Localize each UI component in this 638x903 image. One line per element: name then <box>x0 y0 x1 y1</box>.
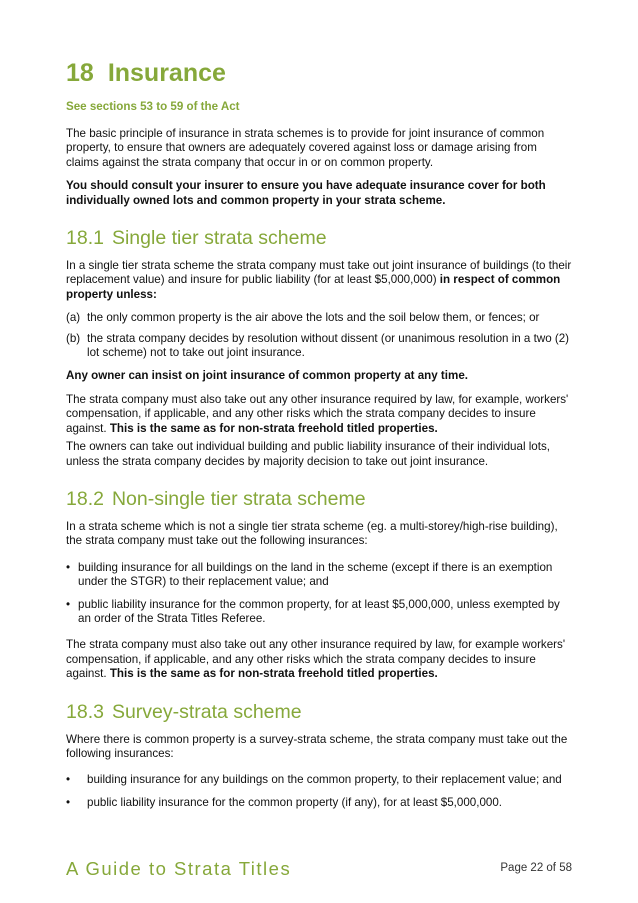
list-item-text: the strata company decides by resolution without dissent (or unanimous resolution in a two (2) lot scheme) not to take out joint insurance. <box>87 331 570 360</box>
condition-list <box>66 311 572 360</box>
list-marker: (a) <box>66 311 81 325</box>
paragraph <box>66 259 572 302</box>
subsection-heading-18-2 <box>66 487 572 511</box>
paragraph-emphasis: This is the same as for non-strata freehold titled properties. <box>109 421 438 435</box>
list-item-text: the only common property is the air above the lots and the soil below them, or fences; or <box>87 311 540 325</box>
page-footer <box>66 858 572 880</box>
paragraph-emphasis: in respect of common property unless: <box>66 273 561 301</box>
paragraph <box>66 638 572 681</box>
paragraph-text: The strata company must also take out any other insurance required by law, for example workers' compensation, if applicable, and any other risks which the strata company decides to insure against. <box>66 638 566 681</box>
list-item <box>66 598 572 627</box>
list-item-text: building insurance for all buildings on the land in the scheme (except if there is an exemption under the STGR) to their replacement value; and <box>78 560 553 589</box>
subsection-number: 18.3 <box>66 700 104 723</box>
subsection-title: Single tier strata scheme <box>111 227 327 250</box>
paragraph-text: The strata company must also take out any other insurance required by law, for example, workers' compensation, if applicable, and any other risks which the strata company decides to insure against. <box>66 392 569 435</box>
bullet-list <box>66 561 572 627</box>
list-item <box>66 796 572 810</box>
paragraph <box>66 393 572 436</box>
bullet-marker: • <box>66 560 71 574</box>
paragraph: Where there is common property is a survey-strata scheme, the strata company must take out the following insurances: <box>66 732 568 760</box>
document-page <box>66 58 572 819</box>
subsection-heading-18-1 <box>66 226 572 250</box>
footer-document-title: A Guide to Strata Titles <box>66 858 292 879</box>
subsection-title: Non-single tier strata scheme <box>111 487 366 510</box>
bullet-marker: • <box>66 795 71 809</box>
paragraph-bold: Any owner can insist on joint insurance of common property at any time. <box>66 369 468 383</box>
page-number: Page 22 of 58 <box>500 862 572 874</box>
intro-paragraph: The basic principle of insurance in strata schemes is to provide for joint insurance of common property, to ensure that owners are adequately covered against loss or damage arising from claims against the strata company that occur in or on common property. <box>66 127 545 169</box>
advice-paragraph: You should consult your insurer to ensure you have adequate insurance cover for both individually owned lots and common property in your strata scheme. <box>66 179 546 207</box>
paragraph: The owners can take out individual building and public liability insurance of their individual lots, unless the strata company decides by majority decision to take out joint insurance. <box>66 440 550 468</box>
paragraph-emphasis: This is the same as for non-strata freehold titled properties. <box>109 667 438 681</box>
list-item <box>66 561 572 590</box>
section-heading <box>66 58 572 88</box>
list-marker: (b) <box>66 331 81 345</box>
subsection-number: 18.2 <box>66 487 104 510</box>
paragraph-text: In a single tier strata scheme the strata company must take out joint insurance of buildings (to their replacement value) and insure for public liability (for at least $5,000,000) <box>66 259 572 287</box>
act-reference: See sections 53 to 59 of the Act <box>66 100 240 113</box>
bullet-list <box>66 773 572 810</box>
list-item-text: public liability insurance for the common property (if any), for at least $5,000,000. <box>87 795 503 809</box>
subsection-heading-18-3 <box>66 700 572 724</box>
list-item <box>66 311 572 325</box>
section-title: Insurance <box>107 59 226 87</box>
paragraph: In a strata scheme which is not a single tier strata scheme (eg. a multi-storey/high-rise building), the strata company must take out the following insurances: <box>66 519 558 548</box>
list-item-text: public liability insurance for the common property, for at least $5,000,000, unless exempted by an order of the Strata Titles Referee. <box>78 597 560 625</box>
bullet-marker: • <box>66 773 71 787</box>
list-item <box>66 773 572 787</box>
subsection-title: Survey-strata scheme <box>111 700 302 723</box>
subsection-number: 18.1 <box>66 227 104 250</box>
section-number: 18 <box>66 59 94 87</box>
list-item <box>66 332 572 361</box>
bullet-marker: • <box>66 597 71 611</box>
list-item-text: building insurance for any buildings on the common property, to their replacement value; and <box>87 773 562 787</box>
